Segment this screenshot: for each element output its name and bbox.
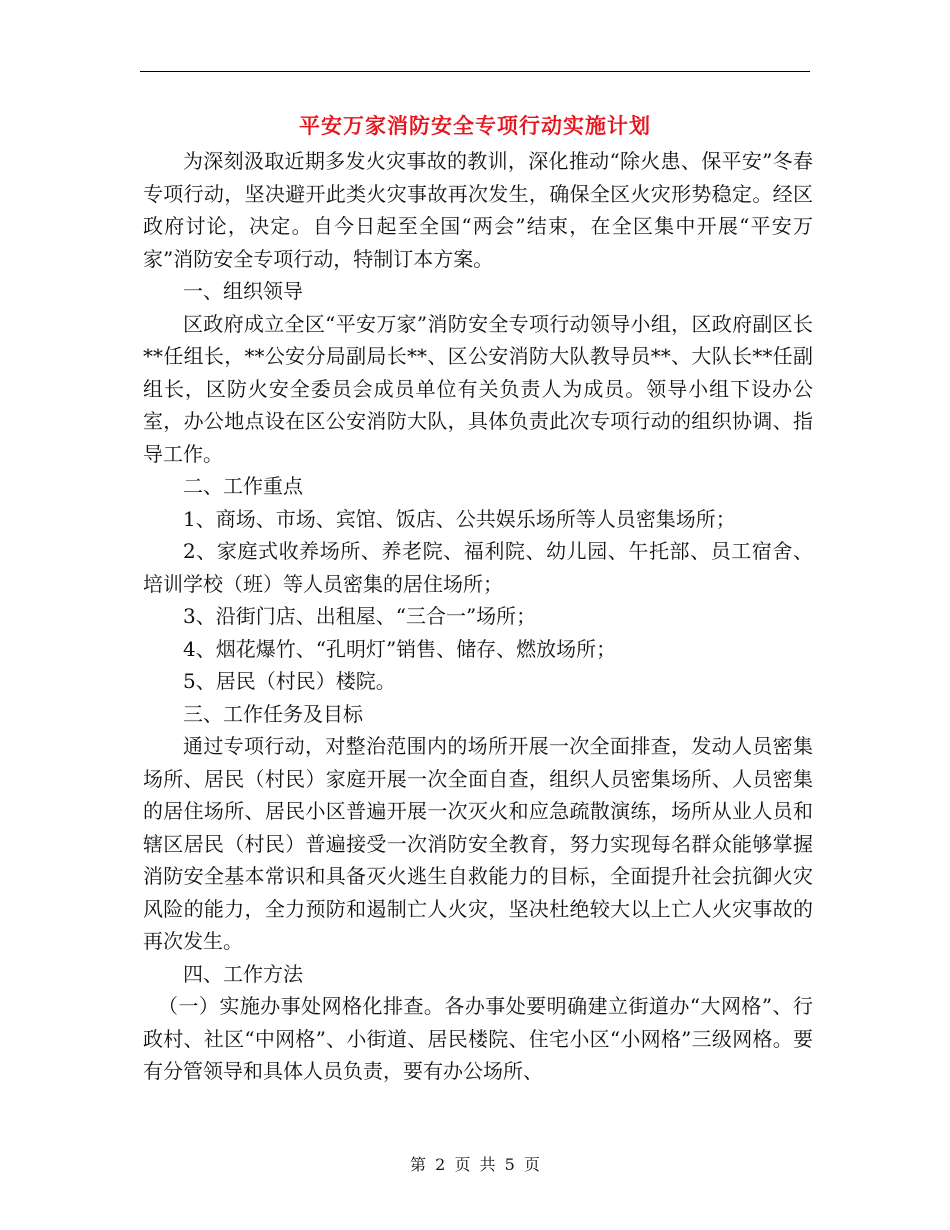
section-heading-focus: 二、工作重点 <box>183 474 303 498</box>
section-heading-methods: 四、工作方法 <box>183 961 303 986</box>
footer-suffix: 页 <box>523 1155 540 1174</box>
footer-total-label: 共 <box>479 1155 496 1174</box>
footer-prefix: 第 <box>410 1155 427 1174</box>
focus-item-5: 5、居民（村民）楼院。 <box>183 669 396 693</box>
header-rule <box>140 71 810 72</box>
document-body <box>143 145 813 1088</box>
focus-item-2: 2、家庭式收养场所、养老院、福利院、幼儿园、午托部、员工宿舍、培训学校（班）等人员密集的居住场所； <box>143 539 813 596</box>
footer-total-pages: 5 <box>504 1155 515 1174</box>
focus-item-3: 3、沿街门店、出租屋、“三合一”场所； <box>183 604 537 628</box>
section-heading-tasks: 三、工作任务及目标 <box>183 701 363 726</box>
focus-item-4: 4、烟花爆竹、“孔明灯”销售、储存、燃放场所； <box>183 636 617 661</box>
footer-page-unit: 页 <box>454 1155 471 1174</box>
section-heading-organization: 一、组织领导 <box>183 279 303 303</box>
focus-item-1: 1、商场、市场、宾馆、饭店、公共娱乐场所等人员密集场所； <box>183 506 736 531</box>
organization-paragraph: 区政府成立全区“平安万家”消防安全专项行动领导小组，区政府副区长**任组长，**公安分局副局长**、区公安消防大队教导员**、大队长**任副组长，区防火安全委员会成员单位有关负责人为成员。领导小组下设办公室，办公地点设在区公安消防大队，具体负责此次专项行动的组织协调、指导工作。 <box>143 311 813 466</box>
footer-current-page: 2 <box>435 1155 446 1174</box>
methods-paragraph-1: （一）实施办事处网格化排查。各办事处要明确建立街道办“大网格”、行政村、社区“中网格”、小街道、居民楼院、住宅小区“小网格”三级网格。要有分管领导和具体人员负责，要有办公场所、 <box>143 994 813 1083</box>
intro-paragraph: 为深刻汲取近期多发火灾事故的教训，深化推动“除火患、保平安”冬春专项行动，坚决避开此类火灾事故再次发生，确保全区火灾形势稳定。经区政府讨论，决定。自今日起至全国“两会”结束，在全区集中开展“平安万家”消防安全专项行动，特制订本方案。 <box>143 149 813 271</box>
tasks-paragraph: 通过专项行动，对整治范围内的场所开展一次全面排查，发动人员密集场所、居民（村民）家庭开展一次全面自查，组织人员密集场所、人员密集的居住场所、居民小区普遍开展一次灭火和应急疏散演练，场所从业人员和辖区居民（村民）普遍接受一次消防安全教育，努力实现每名群众能够掌握消防安全基本常识和具备灭火逃生自救能力的目标，全面提升社会抗御火灾风险的能力，全力预防和遏制亡人火灾，坚决杜绝较大以上亡人火灾事故的再次发生。 <box>143 734 813 953</box>
document-title: 平安万家消防安全专项行动实施计划 <box>299 113 651 138</box>
page-footer <box>0 1153 950 1177</box>
